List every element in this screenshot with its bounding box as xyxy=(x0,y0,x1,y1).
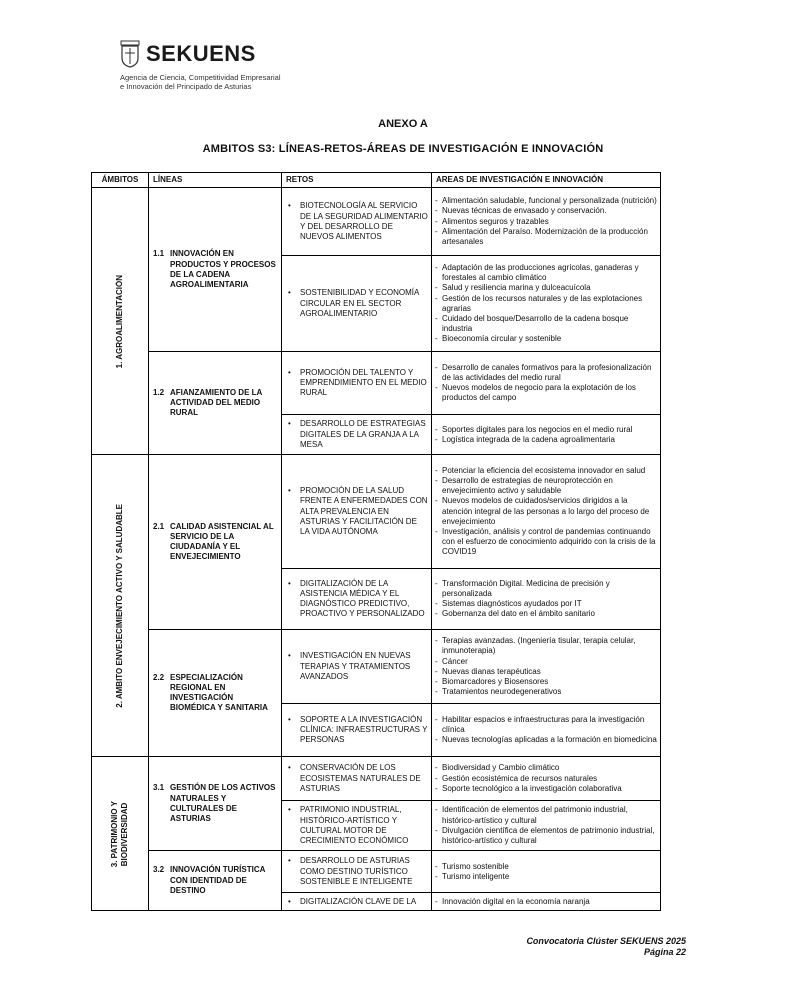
table-row xyxy=(92,455,661,569)
areas-cell: - Identificación de elementos del patrimonio industrial, histórico-artístico y cultural - Divulgación científica de elementos de patrimonio industrial, histórico-artístico y cultural xyxy=(432,801,661,851)
col-header-retos: RETOS xyxy=(282,173,432,188)
col-header-ambitos: ÁMBITOS xyxy=(92,173,149,188)
areas-cell: - Innovación digital en la economía naranja xyxy=(432,893,661,911)
page-number: Página 22 xyxy=(643,947,686,957)
page-footer xyxy=(526,936,686,958)
reto-cell: • CONSERVACIÓN DE LOS ECOSISTEMAS NATURALES DE ASTURIAS xyxy=(282,757,432,801)
areas-cell: - Terapias avanzadas. (Ingeniería tisular, terapia celular, inmunoterapia) - Cáncer - Nuevas dianas terapéuticas - Biomarcadores y Biosensores - Tratamientos neurodegenerativos xyxy=(432,630,661,704)
brand-subtitle: Agencia de Ciencia, Competitividad Empresarial e Innovación del Principado de Asturias xyxy=(120,73,281,91)
table-header-row xyxy=(92,173,661,188)
linea-cell: 1.1 INNOVACIÓN EN PRODUCTOS Y PROCESOS DE LA CADENA AGROALIMENTARIA xyxy=(149,188,282,352)
col-header-areas: AREAS DE INVESTIGACIÓN E INNOVACIÓN xyxy=(432,173,661,188)
areas-cell: - Habilitar espacios e infraestructuras para la investigación clínica - Nuevas tecnologías aplicadas a la formación en biomedicina xyxy=(432,704,661,757)
areas-cell: - Alimentación saludable, funcional y personalizada (nutrición) - Nuevas técnicas de envasado y conservación. - Alimentos seguros y trazables - Alimentación del Paraíso. Modernización de la producción artesanales xyxy=(432,188,661,256)
areas-cell: - Soportes digitales para los negocios en el medio rural - Logística integrada de la cadena agroalimentaria xyxy=(432,415,661,455)
table-row xyxy=(92,188,661,256)
reto-cell: • INVESTIGACIÓN EN NUEVAS TERAPIAS Y TRATAMIENTOS AVANZADOS xyxy=(282,630,432,704)
annex-label: ANEXO A xyxy=(378,118,428,130)
reto-cell: • PROMOCIÓN DE LA SALUD FRENTE A ENFERMEDADES CON ALTA PREVALENCIA EN ASTURIAS Y FACILITACIÓN DE LA VIDA AUTÓNOMA xyxy=(282,455,432,569)
areas-cell: - Turismo sostenible - Turismo inteligente xyxy=(432,851,661,893)
s3-table xyxy=(91,172,661,911)
col-header-lineas: LÍNEAS xyxy=(149,173,282,188)
shield-icon xyxy=(120,40,140,68)
linea-cell: 3.1 GESTIÓN DE LOS ACTIVOS NATURALES Y CULTURALES DE ASTURIAS xyxy=(149,757,282,851)
footer-call-title: Convocatoria Clúster SEKUENS 2025 xyxy=(526,936,686,946)
page-title: AMBITOS S3: LÍNEAS-RETOS-ÁREAS DE INVESTIGACIÓN E INNOVACIÓN xyxy=(202,143,604,155)
linea-cell: 2.2 ESPECIALIZACIÓN REGIONAL EN INVESTIGACIÓN BIOMÉDICA Y SANITARIA xyxy=(149,630,282,757)
reto-cell: • DESARROLLO DE ESTRATEGIAS DIGITALES DE LA GRANJA A LA MESA xyxy=(282,415,432,455)
brand-name: SEKUENS xyxy=(146,41,256,66)
table-row xyxy=(92,757,661,801)
reto-cell: • DIGITALIZACIÓN CLAVE DE LA xyxy=(282,893,432,911)
logo xyxy=(120,40,281,91)
table-row xyxy=(92,352,661,415)
areas-cell: - Potenciar la eficiencia del ecosistema innovador en salud - Desarrollo de estrategias de neuroprotección en envejecimiento activo y saludable - Nuevos modelos de cuidados/servicios dirigidos a la atención integral de las personas a lo largo del proceso de envejecimiento - Investigación, análisis y control de pandemias continuando con el esfuerzo de conocimiento adquirido con la crisis de la COVID19 xyxy=(432,455,661,569)
reto-cell: • SOSTENIBILIDAD Y ECONOMÍA CIRCULAR EN EL SECTOR AGROALIMENTARIO xyxy=(282,256,432,352)
table-row xyxy=(92,851,661,893)
reto-cell: • DESARROLLO DE ASTURIAS COMO DESTINO TURÍSTICO SOSTENIBLE E INTELIGENTE xyxy=(282,851,432,893)
ambito-cell: 2. AMBITO ENVEJECIMIENTO ACTIVO Y SALUDABLE xyxy=(92,455,149,757)
linea-cell: 2.1 CALIDAD ASISTENCIAL AL SERVICIO DE LA CIUDADANÍA Y EL ENVEJECIMIENTO xyxy=(149,455,282,630)
areas-cell: - Adaptación de las producciones agrícolas, ganaderas y forestales al cambio climático - Salud y resiliencia marina y dulceacuícola - Gestión de los recursos naturales y de las explotaciones agrarias - Cuidado del bosque/Desarrollo de la cadena bosque industria - Bioeconomía circular y sostenible xyxy=(432,256,661,352)
areas-cell: - Transformación Digital. Medicina de precisión y personalizada - Sistemas diagnósticos ayudados por IT - Gobernanza del dato en el ámbito sanitario xyxy=(432,569,661,630)
table-row xyxy=(92,630,661,704)
areas-cell: - Biodiversidad y Cambio climático - Gestión ecosistémica de recursos naturales - Soporte tecnológico a la investigación colaborativa xyxy=(432,757,661,801)
ambito-cell: 3. PATRIMONIO Y BIODIVERSIDAD xyxy=(92,757,149,911)
reto-cell: • BIOTECNOLOGÍA AL SERVICIO DE LA SEGURIDAD ALIMENTARIO Y DEL DESARROLLO DE NUEVOS ALIMENTOS xyxy=(282,188,432,256)
reto-cell: • SOPORTE A LA INVESTIGACIÓN CLÍNICA: INFRAESTRUCTURAS Y PERSONAS xyxy=(282,704,432,757)
areas-cell: - Desarrollo de canales formativos para la profesionalización de las actividades del medio rural - Nuevos modelos de negocio para la explotación de los productos del campo xyxy=(432,352,661,415)
linea-cell: 3.2 INNOVACIÓN TURÍSTICA CON IDENTIDAD DE DESTINO xyxy=(149,851,282,911)
reto-cell: • DIGITALIZACIÓN DE LA ASISTENCIA MÉDICA Y EL DIAGNÓSTICO PREDICTIVO, PROACTIVO Y PERSONALIZADO xyxy=(282,569,432,630)
reto-cell: • PATRIMONIO INDUSTRIAL, HISTÓRICO-ARTÍSTICO Y CULTURAL MOTOR DE CRECIMIENTO ECONÓMICO xyxy=(282,801,432,851)
reto-cell: • PROMOCIÓN DEL TALENTO Y EMPRENDIMIENTO EN EL MEDIO RURAL xyxy=(282,352,432,415)
ambito-cell: 1. AGROALIMENTACIÓN xyxy=(92,188,149,455)
linea-cell: 1.2 AFIANZAMIENTO DE LA ACTIVIDAD DEL MEDIO RURAL xyxy=(149,352,282,455)
